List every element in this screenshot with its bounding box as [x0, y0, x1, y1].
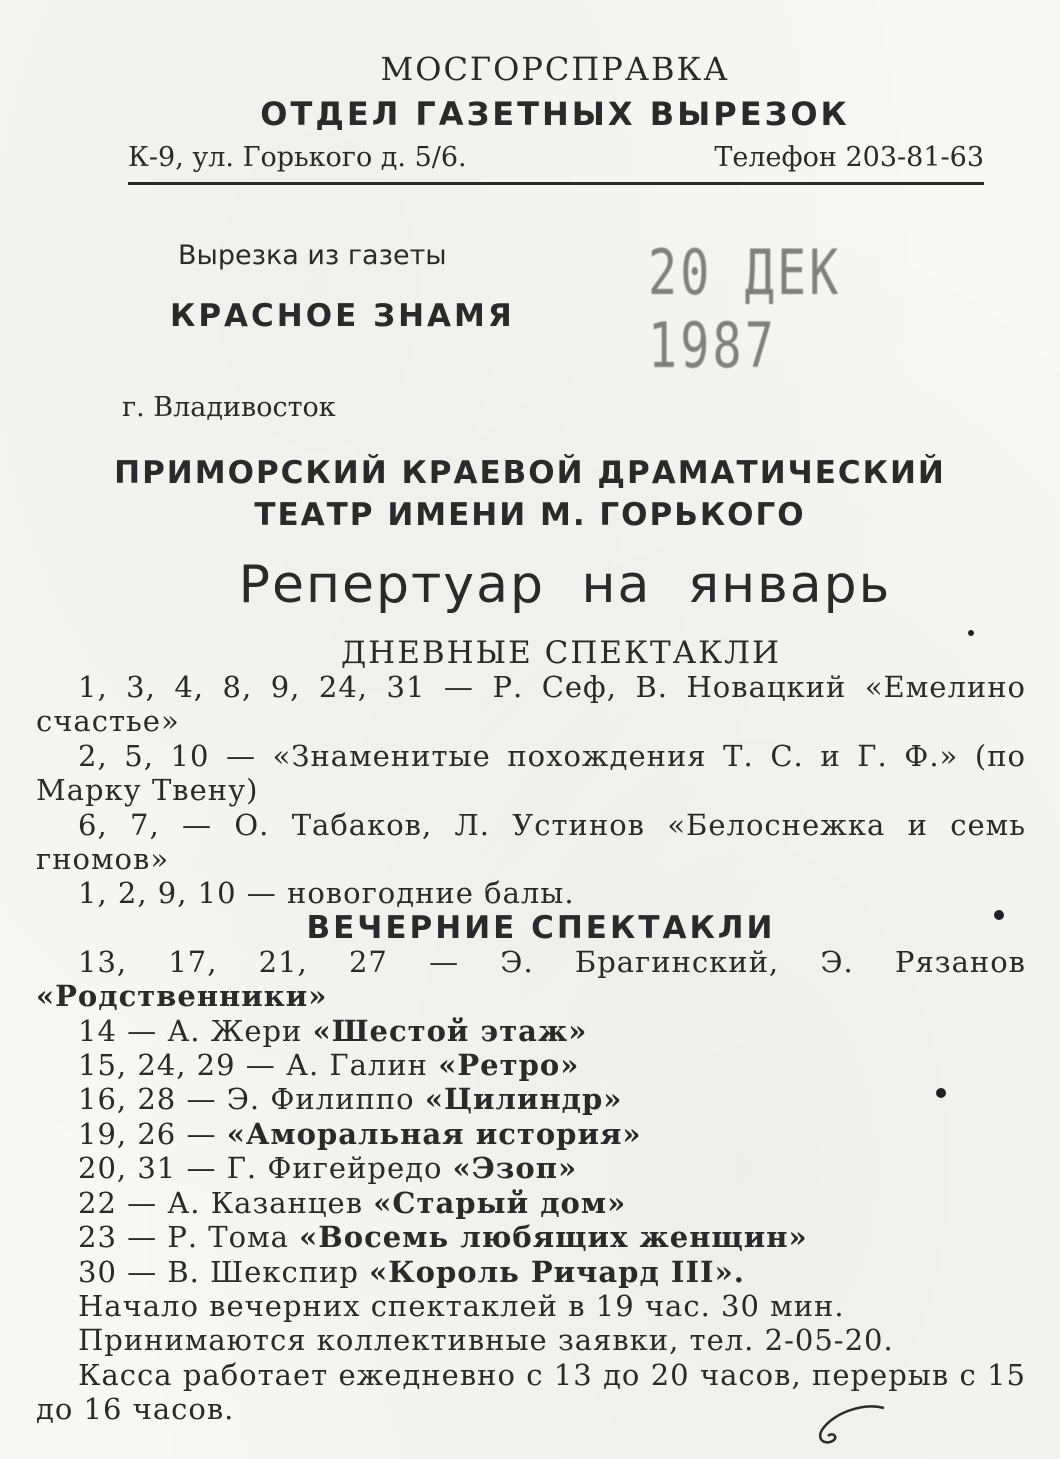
entry-dates: 20, 31 —: [78, 1151, 217, 1186]
entry-author: Э. Филиппо: [226, 1082, 415, 1117]
entry-dates: 15, 24, 29 —: [78, 1048, 276, 1083]
entry-author: А. Казанцев: [167, 1185, 364, 1220]
entry-play: «Цилиндр»: [424, 1082, 623, 1117]
article-title: Репертуар на январь: [238, 555, 892, 615]
entry-dates: 1, 3, 4, 8, 9, 24, 31 —: [78, 670, 474, 704]
clipping-label: Вырезка из газеты: [178, 240, 447, 271]
date-stamp: 20 ДЕК 1987: [648, 236, 842, 382]
day-entry: [36, 670, 1026, 739]
entry-dates: 19, 26 —: [78, 1116, 217, 1151]
day-entry: [36, 876, 1026, 910]
article-body: [36, 636, 1026, 1427]
entry-play: «Шестой этаж»: [312, 1013, 588, 1048]
entry-play: «Король Ричард III».: [369, 1254, 745, 1289]
entry-play: «Аморальная история»: [226, 1116, 642, 1151]
entry-author: А. Жери: [167, 1013, 303, 1048]
evening-entry: [36, 1014, 1026, 1048]
entry-play: «Ретро»: [438, 1048, 580, 1083]
start-time-note: Начало вечерних спектаклей в 19 час. 30 мин.: [78, 1288, 845, 1323]
entry-author: Э. Брагинский, Э. Рязанов: [500, 944, 1026, 979]
evening-entry: [36, 1220, 1026, 1254]
city-name: г. Владивосток: [122, 392, 336, 423]
entry-author: Р. Тома: [167, 1220, 289, 1255]
day-section-heading: ДНЕВНЫЕ СПЕКТАКЛИ: [340, 635, 782, 671]
day-entry: [36, 808, 1026, 877]
entry-dates: 30 —: [78, 1254, 158, 1289]
entry-dates: 6, 7, —: [78, 807, 213, 842]
address: К-9, ул. Горького д. 5/6.: [128, 142, 467, 173]
entry-author: Г. Фигейредо: [226, 1151, 443, 1186]
entry-play: «Родственники»: [36, 979, 328, 1014]
phone: Телефон 203-81-63: [714, 142, 984, 173]
org-name: МОСГОРСПРАВКА: [380, 50, 730, 88]
entry-text: О. Табаков, Л. Устинов «Белоснежка и семь гномов»: [36, 807, 1026, 877]
entry-dates: 13, 17, 21, 27 —: [78, 944, 460, 979]
theatre-line-1: ПРИМОРСКИЙ КРАЕВОЙ ДРАМАТИЧЕСКИЙ: [114, 455, 946, 491]
entry-text: «Знаменитые похождения Т. С. и Г. Ф.» (по Марку Твену): [36, 738, 1026, 808]
group-orders-note: Принимаются коллективные заявки, тел. 2-05-20.: [78, 1323, 894, 1358]
newspaper-name: КРАСНОЕ ЗНАМЯ: [170, 298, 515, 334]
box-office-note: Касса работает ежедневно с 13 до 20 часов, перерыв с 15 до 16 часов.: [36, 1357, 1026, 1427]
evening-entry: [36, 1082, 1026, 1116]
evening-entry: [36, 1117, 1026, 1151]
evening-section-heading: ВЕЧЕРНИЕ СПЕКТАКЛИ: [306, 909, 776, 946]
entry-dates: 23 —: [78, 1220, 158, 1255]
theatre-name: [0, 452, 1060, 536]
entry-text: Р. Сеф, В. Новацкий «Емелино счастье»: [36, 670, 1026, 739]
entry-dates: 22 —: [78, 1185, 158, 1220]
ink-speck: [994, 910, 1004, 920]
ink-speck: [936, 1088, 946, 1098]
entry-play: «Старый дом»: [373, 1185, 627, 1220]
evening-entry: [36, 1186, 1026, 1220]
entry-author: А. Галин: [286, 1048, 428, 1083]
theatre-line-2: ТЕАТР ИМЕНИ М. ГОРЬКОГО: [254, 497, 806, 533]
ink-speck: [968, 630, 974, 636]
signature-mark: [812, 1400, 892, 1450]
entry-author: В. Шекспир: [167, 1254, 359, 1289]
entry-dates: 2, 5, 10 —: [78, 738, 257, 773]
entry-play: «Эзоп»: [452, 1151, 578, 1186]
department-name: ОТДЕЛ ГАЗЕТНЫХ ВЫРЕЗОК: [260, 95, 850, 133]
evening-entry: [36, 945, 1026, 1014]
evening-entry: [36, 1255, 1026, 1289]
entry-play: «Восемь любящих женщин»: [299, 1220, 808, 1255]
entry-dates: 1, 2, 9, 10 —: [78, 876, 277, 911]
address-row: [128, 140, 984, 185]
evening-entry: [36, 1048, 1026, 1082]
entry-dates: 16, 28 —: [78, 1082, 217, 1117]
entry-text: новогодние балы.: [287, 876, 575, 911]
evening-entry: [36, 1151, 1026, 1185]
day-entry: [36, 739, 1026, 808]
entry-dates: 14 —: [78, 1013, 158, 1048]
